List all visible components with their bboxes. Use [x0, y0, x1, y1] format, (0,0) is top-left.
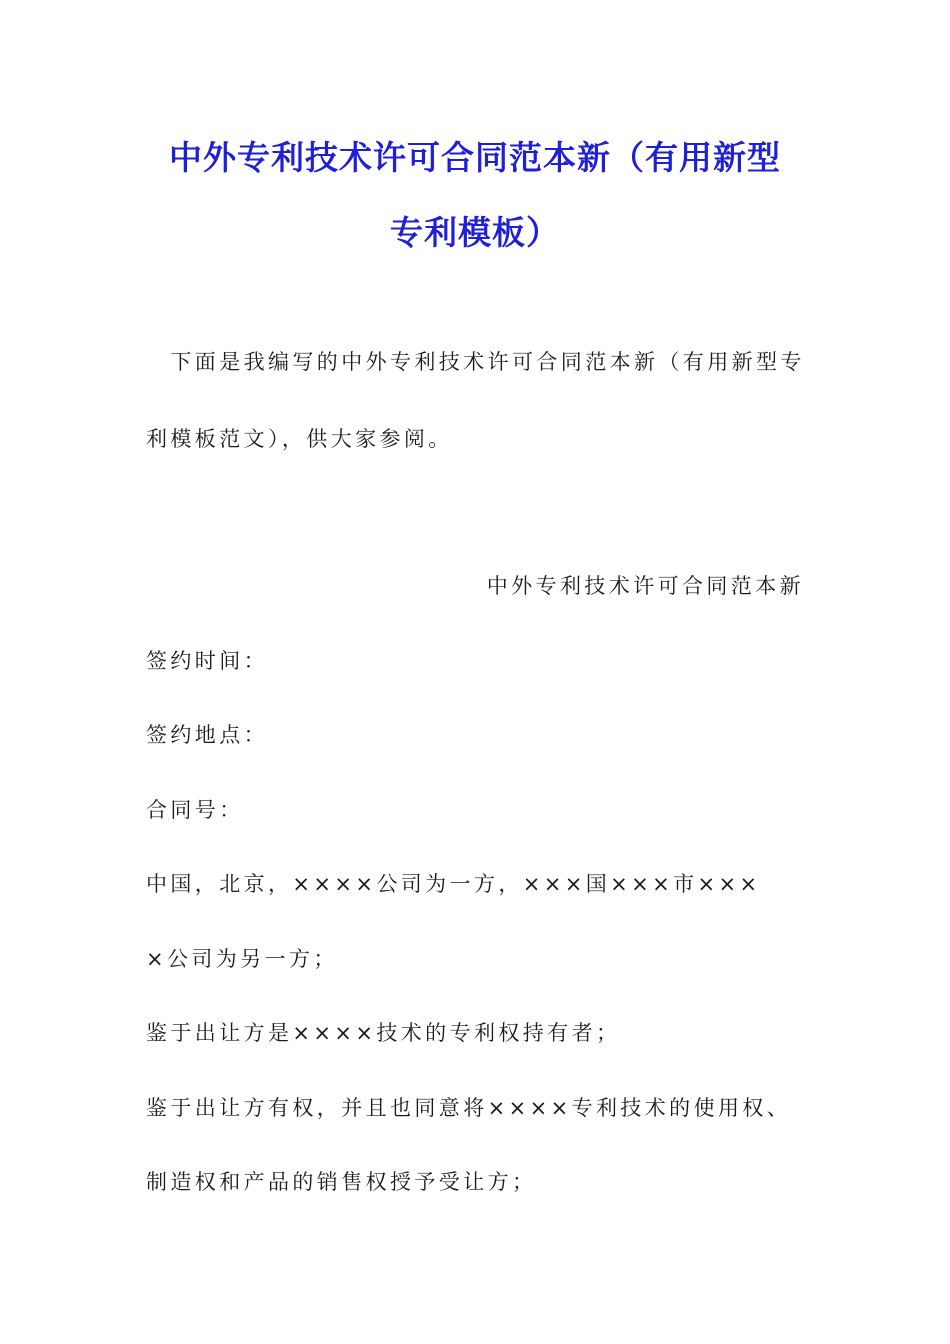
sign-time-label: 签约时间：: [146, 649, 268, 673]
document-title-line-2: 专利模板）: [390, 213, 560, 252]
whereas-clause-2-line-1: 鉴于出让方有权，并且也同意将××××专利技术的使用权、: [146, 1096, 792, 1120]
sign-place-label: 签约地点：: [146, 723, 268, 747]
whereas-clause-2-line-2: 制造权和产品的销售权授予受让方；: [146, 1170, 537, 1194]
contract-number-label: 合同号：: [146, 798, 244, 822]
intro-paragraph-line-1: 下面是我编写的中外专利技术许可合同范本新（有用新型专: [146, 350, 805, 374]
intro-paragraph-line-2: 利模板范文），供大家参阅。: [146, 427, 453, 451]
parties-line-2: ×公司为另一方；: [146, 947, 338, 971]
whereas-clause-1: 鉴于出让方是××××技术的专利权持有者；: [146, 1021, 621, 1045]
document-title-line-1: 中外专利技术许可合同范本新（有用新型: [169, 138, 781, 177]
parties-line-1: 中国，北京，××××公司为一方，×××国×××市×××: [146, 872, 761, 896]
contract-subtitle: 中外专利技术许可合同范本新: [486, 574, 804, 598]
